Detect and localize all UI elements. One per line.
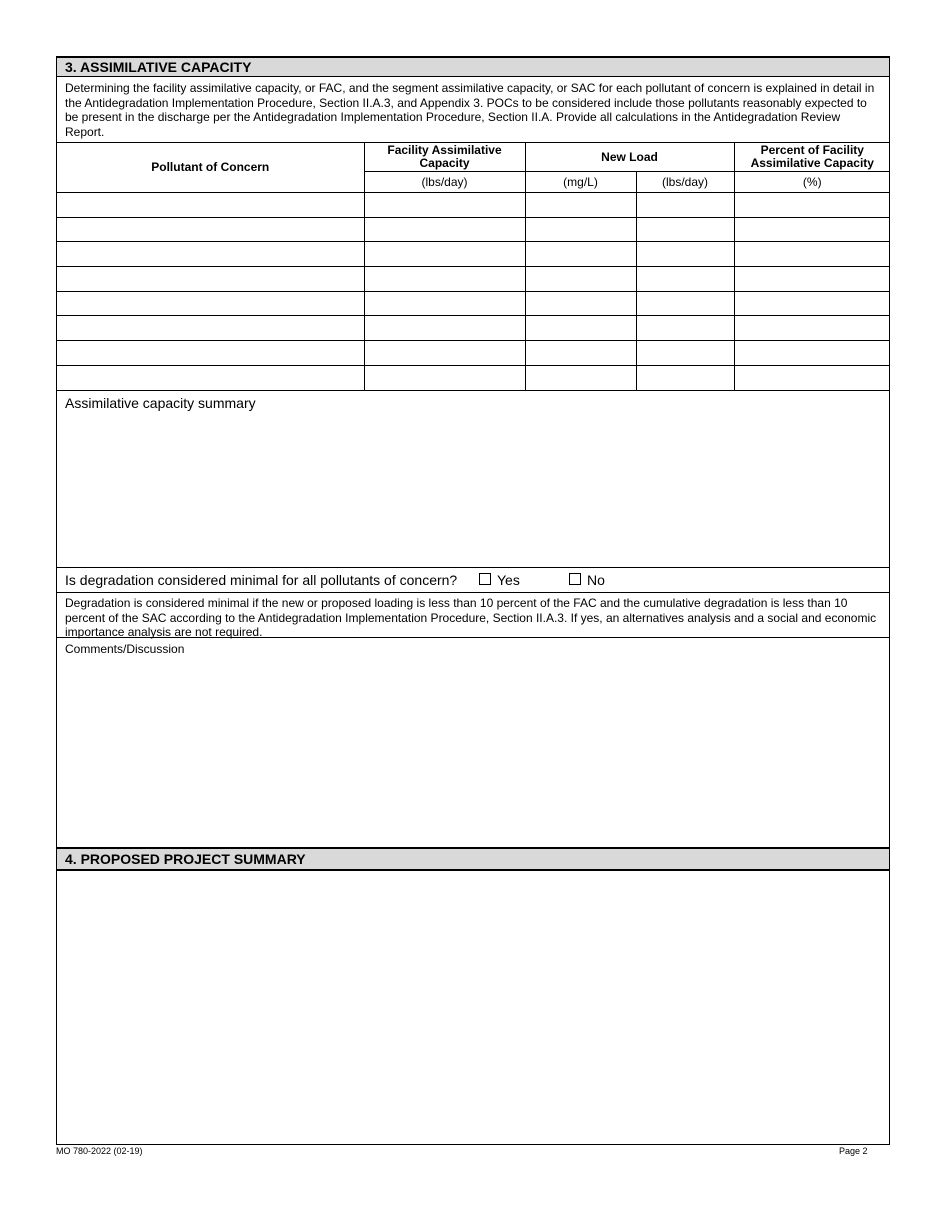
pollutant-cell[interactable] xyxy=(57,341,364,366)
lbs-cell[interactable] xyxy=(636,193,734,218)
pollutant-cell[interactable] xyxy=(57,217,364,242)
lbs-cell[interactable] xyxy=(636,267,734,292)
table-row xyxy=(57,316,890,341)
table-row xyxy=(57,242,890,267)
lbs-cell[interactable] xyxy=(636,365,734,390)
mgl-cell[interactable] xyxy=(525,267,636,292)
percent-cell[interactable] xyxy=(734,267,890,292)
percent-header: Percent of Facility Assimilative Capacity xyxy=(734,143,890,172)
table-row xyxy=(57,291,890,316)
lbs-cell[interactable] xyxy=(636,316,734,341)
pollutant-header: Pollutant of Concern xyxy=(57,143,364,193)
mgl-cell[interactable] xyxy=(525,291,636,316)
yes-checkbox[interactable] xyxy=(479,573,491,585)
mgl-cell[interactable] xyxy=(525,365,636,390)
pollutant-table xyxy=(57,142,890,391)
lbs-cell[interactable] xyxy=(636,341,734,366)
section-3-instructions: Determining the facility assimilative capacity, or FAC, and the segment assimilative capacity, or SAC for each pollutant of concern is explained in detail in the Antidegradation Implementation Procedure, Section II.A.3, and Appendix 3. POCs to be considered include those pollutants reasonably expected to be present in the discharge per the Antidegradation Implementation Procedure, Section II.A. Provide all calculations in the Antidegradation Review Report. xyxy=(65,81,875,139)
antidegradation-form-page xyxy=(56,56,890,1145)
lbs-cell[interactable] xyxy=(636,291,734,316)
fac-cell[interactable] xyxy=(364,193,525,218)
section-4-header: 4. PROPOSED PROJECT SUMMARY xyxy=(57,847,889,871)
fac-cell[interactable] xyxy=(364,291,525,316)
yes-label: Yes xyxy=(497,572,520,588)
mgl-cell[interactable] xyxy=(525,217,636,242)
pollutant-cell[interactable] xyxy=(57,242,364,267)
fac-cell[interactable] xyxy=(364,341,525,366)
form-number: MO 780-2022 (02-19) xyxy=(56,1146,143,1156)
percent-cell[interactable] xyxy=(734,193,890,218)
degradation-question-row xyxy=(57,567,889,593)
pollutant-cell[interactable] xyxy=(57,193,364,218)
mgl-cell[interactable] xyxy=(525,341,636,366)
no-checkbox[interactable] xyxy=(569,573,581,585)
fac-cell[interactable] xyxy=(364,365,525,390)
fac-cell[interactable] xyxy=(364,316,525,341)
mgl-unit: (mg/L) xyxy=(525,172,636,193)
mgl-cell[interactable] xyxy=(525,316,636,341)
fac-cell[interactable] xyxy=(364,267,525,292)
section-3-header: 3. ASSIMILATIVE CAPACITY xyxy=(57,57,889,77)
pollutant-cell[interactable] xyxy=(57,316,364,341)
table-row xyxy=(57,217,890,242)
fac-header: Facility Assimilative Capacity xyxy=(364,143,525,172)
comments-discussion-field[interactable]: Comments/Discussion xyxy=(65,642,185,656)
pollutant-cell[interactable] xyxy=(57,291,364,316)
pollutant-cell[interactable] xyxy=(57,365,364,390)
lbs-cell[interactable] xyxy=(636,217,734,242)
percent-cell[interactable] xyxy=(734,291,890,316)
table-row xyxy=(57,193,890,218)
lbs-unit: (lbs/day) xyxy=(636,172,734,193)
fac-unit: (lbs/day) xyxy=(364,172,525,193)
degradation-question: Is degradation considered minimal for all pollutants of concern? xyxy=(65,572,458,588)
percent-cell[interactable] xyxy=(734,242,890,267)
new-load-header: New Load xyxy=(525,143,734,172)
table-row xyxy=(57,341,890,366)
fac-cell[interactable] xyxy=(364,242,525,267)
assimilative-capacity-summary-field[interactable]: Assimilative capacity summary xyxy=(65,395,256,411)
percent-cell[interactable] xyxy=(734,365,890,390)
page-number: Page 2 xyxy=(839,1146,868,1156)
pollutant-cell[interactable] xyxy=(57,267,364,292)
lbs-cell[interactable] xyxy=(636,242,734,267)
percent-cell[interactable] xyxy=(734,217,890,242)
mgl-cell[interactable] xyxy=(525,193,636,218)
table-row xyxy=(57,365,890,390)
percent-cell[interactable] xyxy=(734,316,890,341)
percent-unit: (%) xyxy=(734,172,890,193)
fac-cell[interactable] xyxy=(364,217,525,242)
percent-cell[interactable] xyxy=(734,341,890,366)
mgl-cell[interactable] xyxy=(525,242,636,267)
no-label: No xyxy=(587,572,605,588)
table-row xyxy=(57,267,890,292)
degradation-note: Degradation is considered minimal if the new or proposed loading is less than 10 percent of the FAC and the cumulative degradation is less than 10 percent of the SAC according to the Antidegradation Implementation Procedure, Section II.A.3. If yes, an alternatives analysis and a social and economic importance analysis are not required. xyxy=(57,594,889,638)
